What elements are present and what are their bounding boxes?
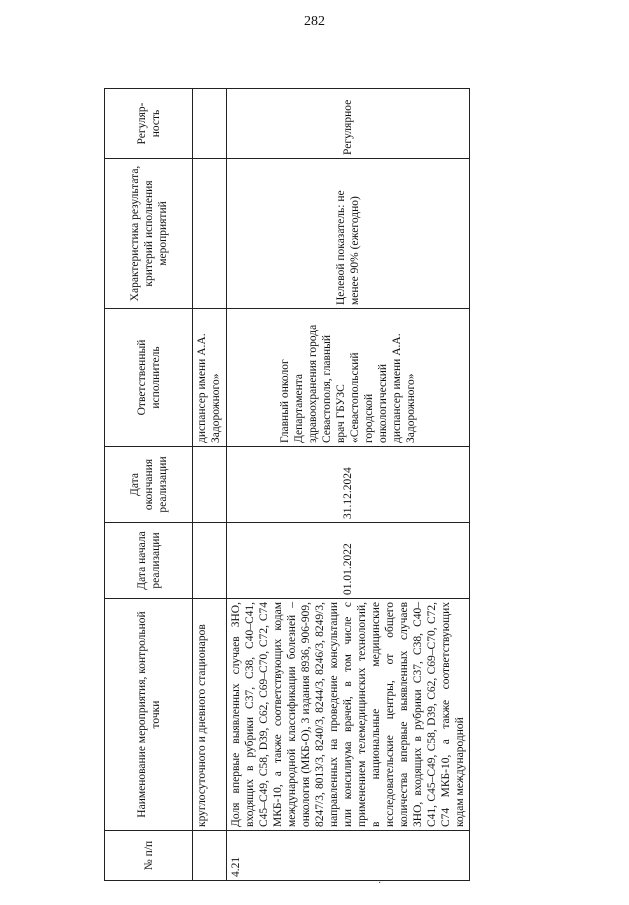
cell-result: Целевой показатель: не менее 90% (ежегодно) [227, 159, 470, 309]
table-row-continuation [193, 89, 227, 881]
cell-number: 4.21 [227, 831, 470, 881]
table-row-4-21 [227, 89, 470, 881]
cell-start-date [193, 523, 227, 599]
header-name: Наименование мероприятия, контрольной точки [105, 599, 193, 831]
header-result: Характеристика результата, критерий исполнения мероприятий [105, 159, 193, 309]
cell-name: Доля впервые выявленных случаев ЗНО, входящих в рубрики С37, С38, С40–С41, С45–С49, С58, D39, С62, С69–С70, С72, С74 МКБ-10, а также соответствующих кодам международной классификации болезней – онкология (МКБ-О), 3 издания 8936, 906-909, 8247/3, 8013/3, 8240/3, 8244/3, 8246/3, 8249/3, направленных на проведение консультации или консилиума врачей, в том числе с применением телемедицинских технологий, в национальные медицинские исследовательские центры, от общего количества впервые выявленных случаев ЗНО, входящих в рубрики С37, С38, С40–С41, С45–С49, С58, D39, С62, С69–С70, С72, С74 МКБ-10, а также соответствующих кодам международной [227, 599, 470, 831]
rotated-table-container [104, 89, 624, 881]
header-executor: Ответственный исполнитель [105, 309, 193, 447]
cell-name: круглосуточного и дневного стационаров [193, 599, 227, 831]
table-header-row [105, 89, 193, 881]
cell-start-date: 01.01.2022 [227, 523, 470, 599]
cell-regularity: Регулярное [227, 89, 470, 159]
cell-executor: диспансер имени А.А. Задорожного» [193, 309, 227, 447]
header-start-date: Дата начала реализации [105, 523, 193, 599]
header-number: № п/п [105, 831, 193, 881]
cell-executor: Главный онколог Департамента здравоохранения города Севастополя, главный врач ГБУЗС «Севастопольский городской онкологический диспансер имени А.А. Задорожного» [227, 309, 470, 447]
cell-regularity [193, 89, 227, 159]
cell-number [193, 831, 227, 881]
header-regularity: Регуляр-ность [105, 89, 193, 159]
header-end-date: Дата окончания реализации [105, 447, 193, 523]
page-number: 282 [304, 14, 325, 29]
cell-result [193, 159, 227, 309]
cell-end-date [193, 447, 227, 523]
footer-mark: · [378, 878, 382, 889]
events-table [104, 88, 470, 881]
cell-end-date: 31.12.2024 [227, 447, 470, 523]
